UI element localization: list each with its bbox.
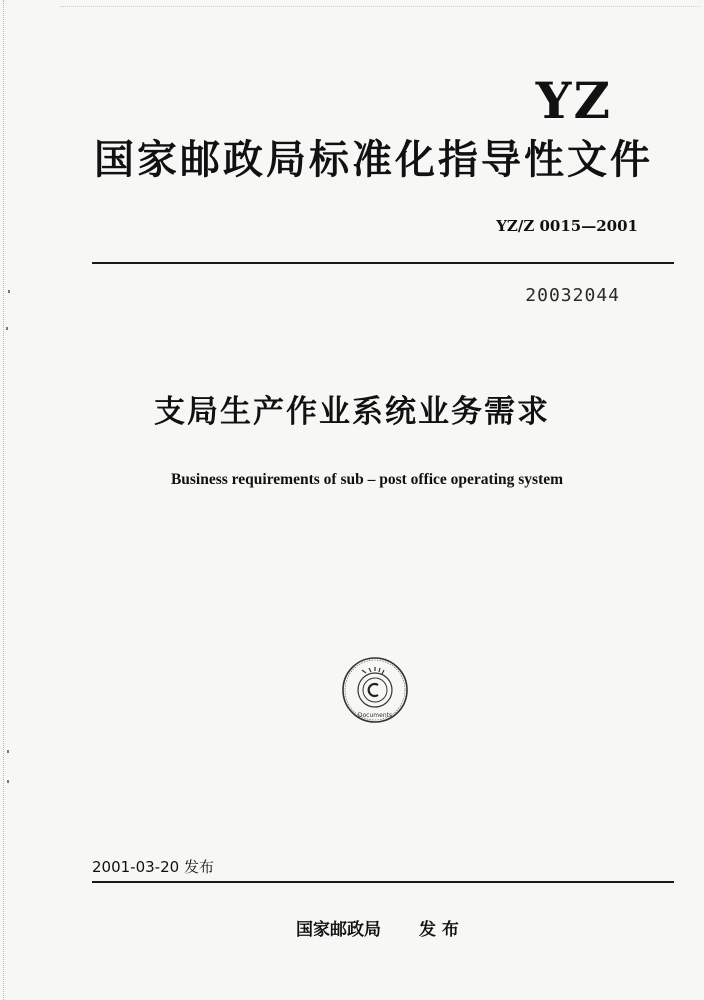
document-class-title: 国家邮政局标准化指导性文件 (94, 137, 653, 183)
issue-date: 2001-03-20 发布 (92, 858, 214, 876)
seal-ring-text: Documents (357, 712, 393, 719)
standard-code: YZ (535, 71, 612, 130)
issue-verb: 发 布 (419, 920, 459, 940)
bottom-divider (92, 881, 674, 883)
title-chinese: 支局生产作业系统业务需求 (154, 394, 550, 430)
standard-number: YZ/Z 0015—2001 (496, 217, 638, 235)
page-left-edge (3, 0, 5, 1000)
top-divider (92, 262, 674, 264)
scan-speck (7, 750, 9, 753)
scan-speck (8, 290, 10, 293)
issuer-name: 国家邮政局 (296, 920, 381, 940)
library-seal-icon (340, 655, 410, 725)
scan-speck (6, 327, 8, 330)
archive-stamp-number: 20032044 (525, 285, 620, 306)
page-top-edge (60, 6, 700, 8)
issuer-line (296, 915, 459, 940)
title-english: Business requirements of sub – post office operating system (170, 471, 564, 488)
scan-speck (7, 780, 9, 783)
